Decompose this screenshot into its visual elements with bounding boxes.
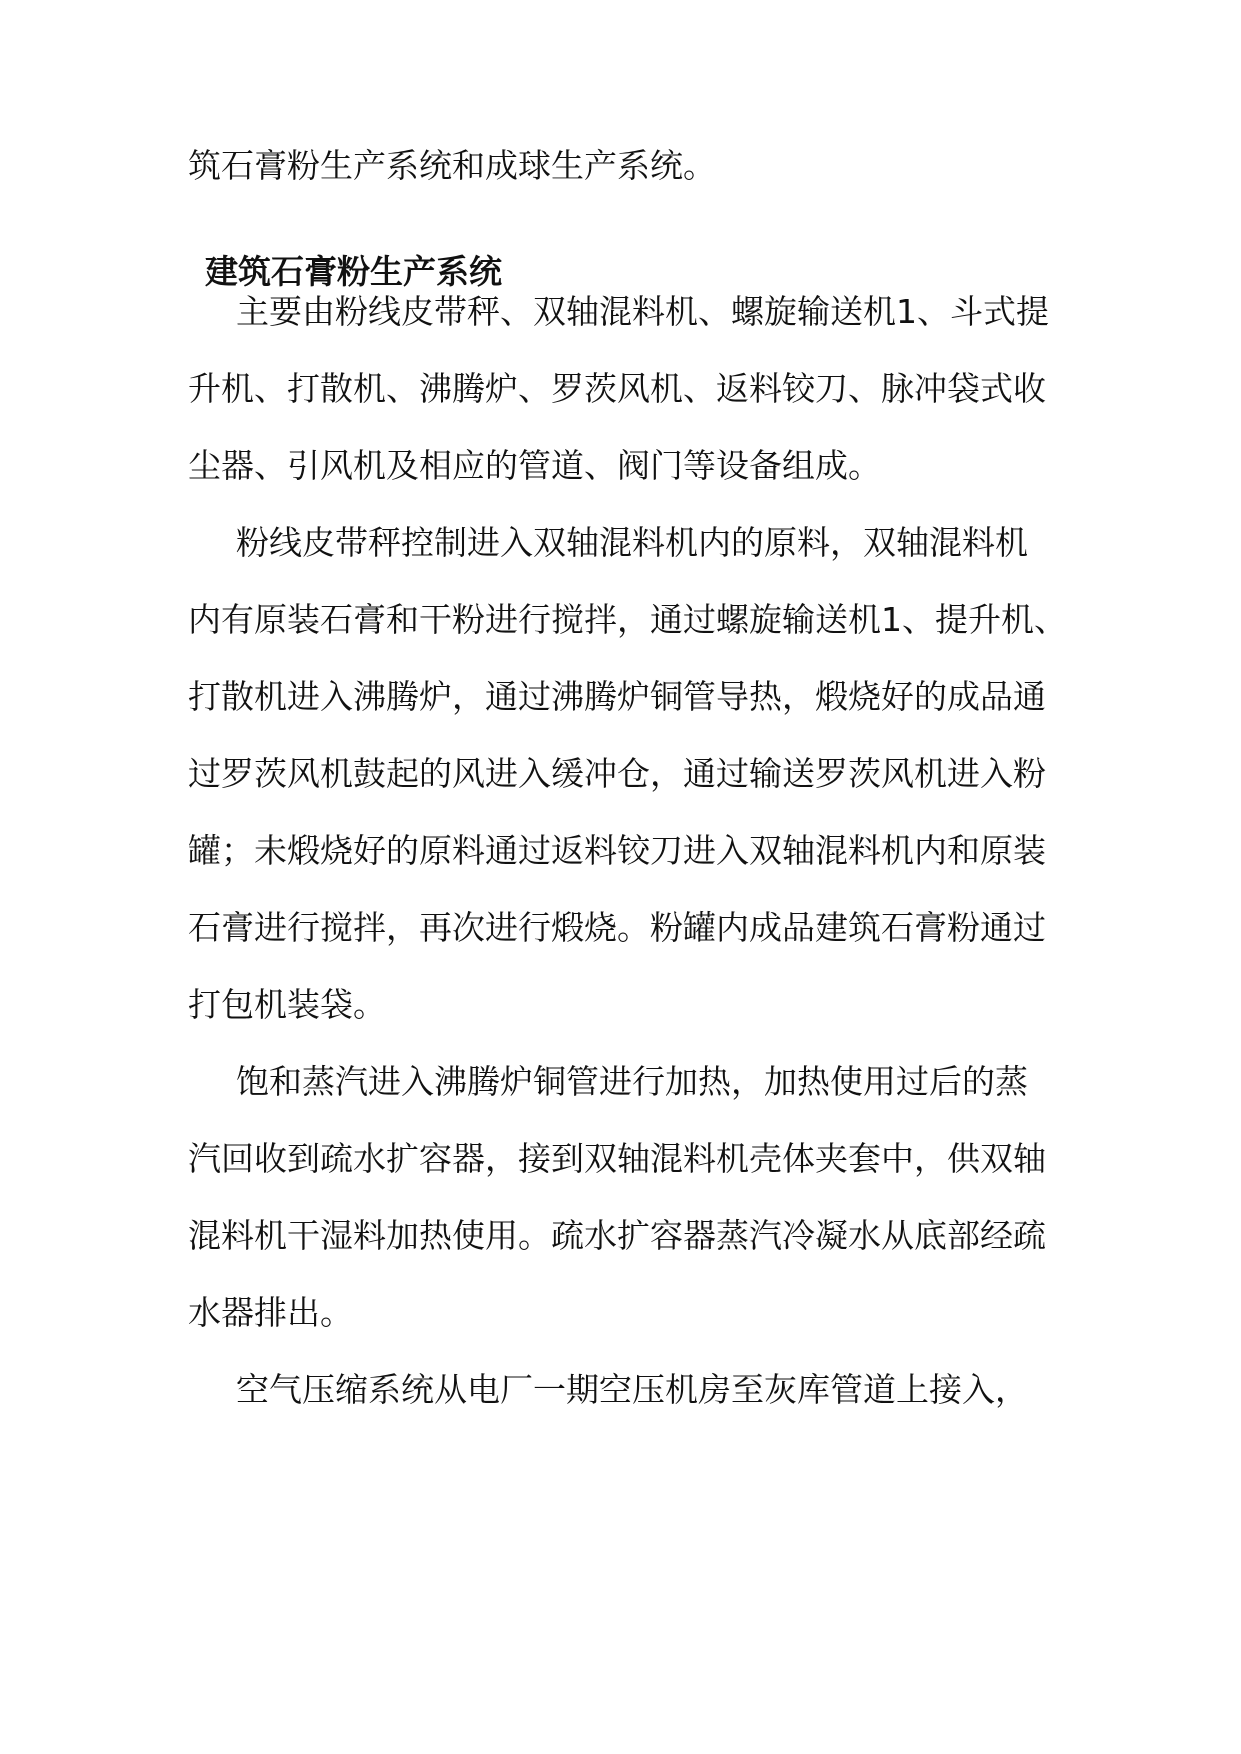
body-line: 打包机装袋。: [188, 985, 386, 1024]
body-line: 打散机进入沸腾炉，通过沸腾炉铜管导热，煅烧好的成品通: [188, 677, 1046, 716]
body-line: 主要由粉线皮带秤、双轴混料机、螺旋输送机1、斗式提: [236, 292, 1049, 331]
body-line: 水器排出。: [188, 1293, 353, 1332]
body-line: 石膏进行搅拌，再次进行煅烧。粉罐内成品建筑石膏粉通过: [188, 908, 1046, 947]
body-line: 筑石膏粉生产系统和成球生产系统。: [188, 146, 716, 185]
body-line: 尘器、引风机及相应的管道、阀门等设备组成。: [188, 446, 881, 485]
body-line: 罐；未煅烧好的原料通过返料铰刀进入双轴混料机内和原装: [188, 831, 1046, 870]
body-line: 过罗茨风机鼓起的风进入缓冲仓，通过输送罗茨风机进入粉: [188, 754, 1046, 793]
body-line: 混料机干湿料加热使用。疏水扩容器蒸汽冷凝水从底部经疏: [188, 1216, 1046, 1255]
body-line: 汽回收到疏水扩容器，接到双轴混料机壳体夹套中，供双轴: [188, 1139, 1046, 1178]
section-heading: 建筑石膏粉生产系统: [205, 252, 502, 291]
body-line: 饱和蒸汽进入沸腾炉铜管进行加热，加热使用过后的蒸: [236, 1062, 1028, 1101]
body-line: 空气压缩系统从电厂一期空压机房至灰库管道上接入，: [236, 1370, 1028, 1409]
body-line: 粉线皮带秤控制进入双轴混料机内的原料，双轴混料机: [236, 523, 1028, 562]
body-line: 内有原装石膏和干粉进行搅拌，通过螺旋输送机1、提升机、: [188, 600, 1067, 639]
body-line: 升机、打散机、沸腾炉、罗茨风机、返料铰刀、脉冲袋式收: [188, 369, 1046, 408]
